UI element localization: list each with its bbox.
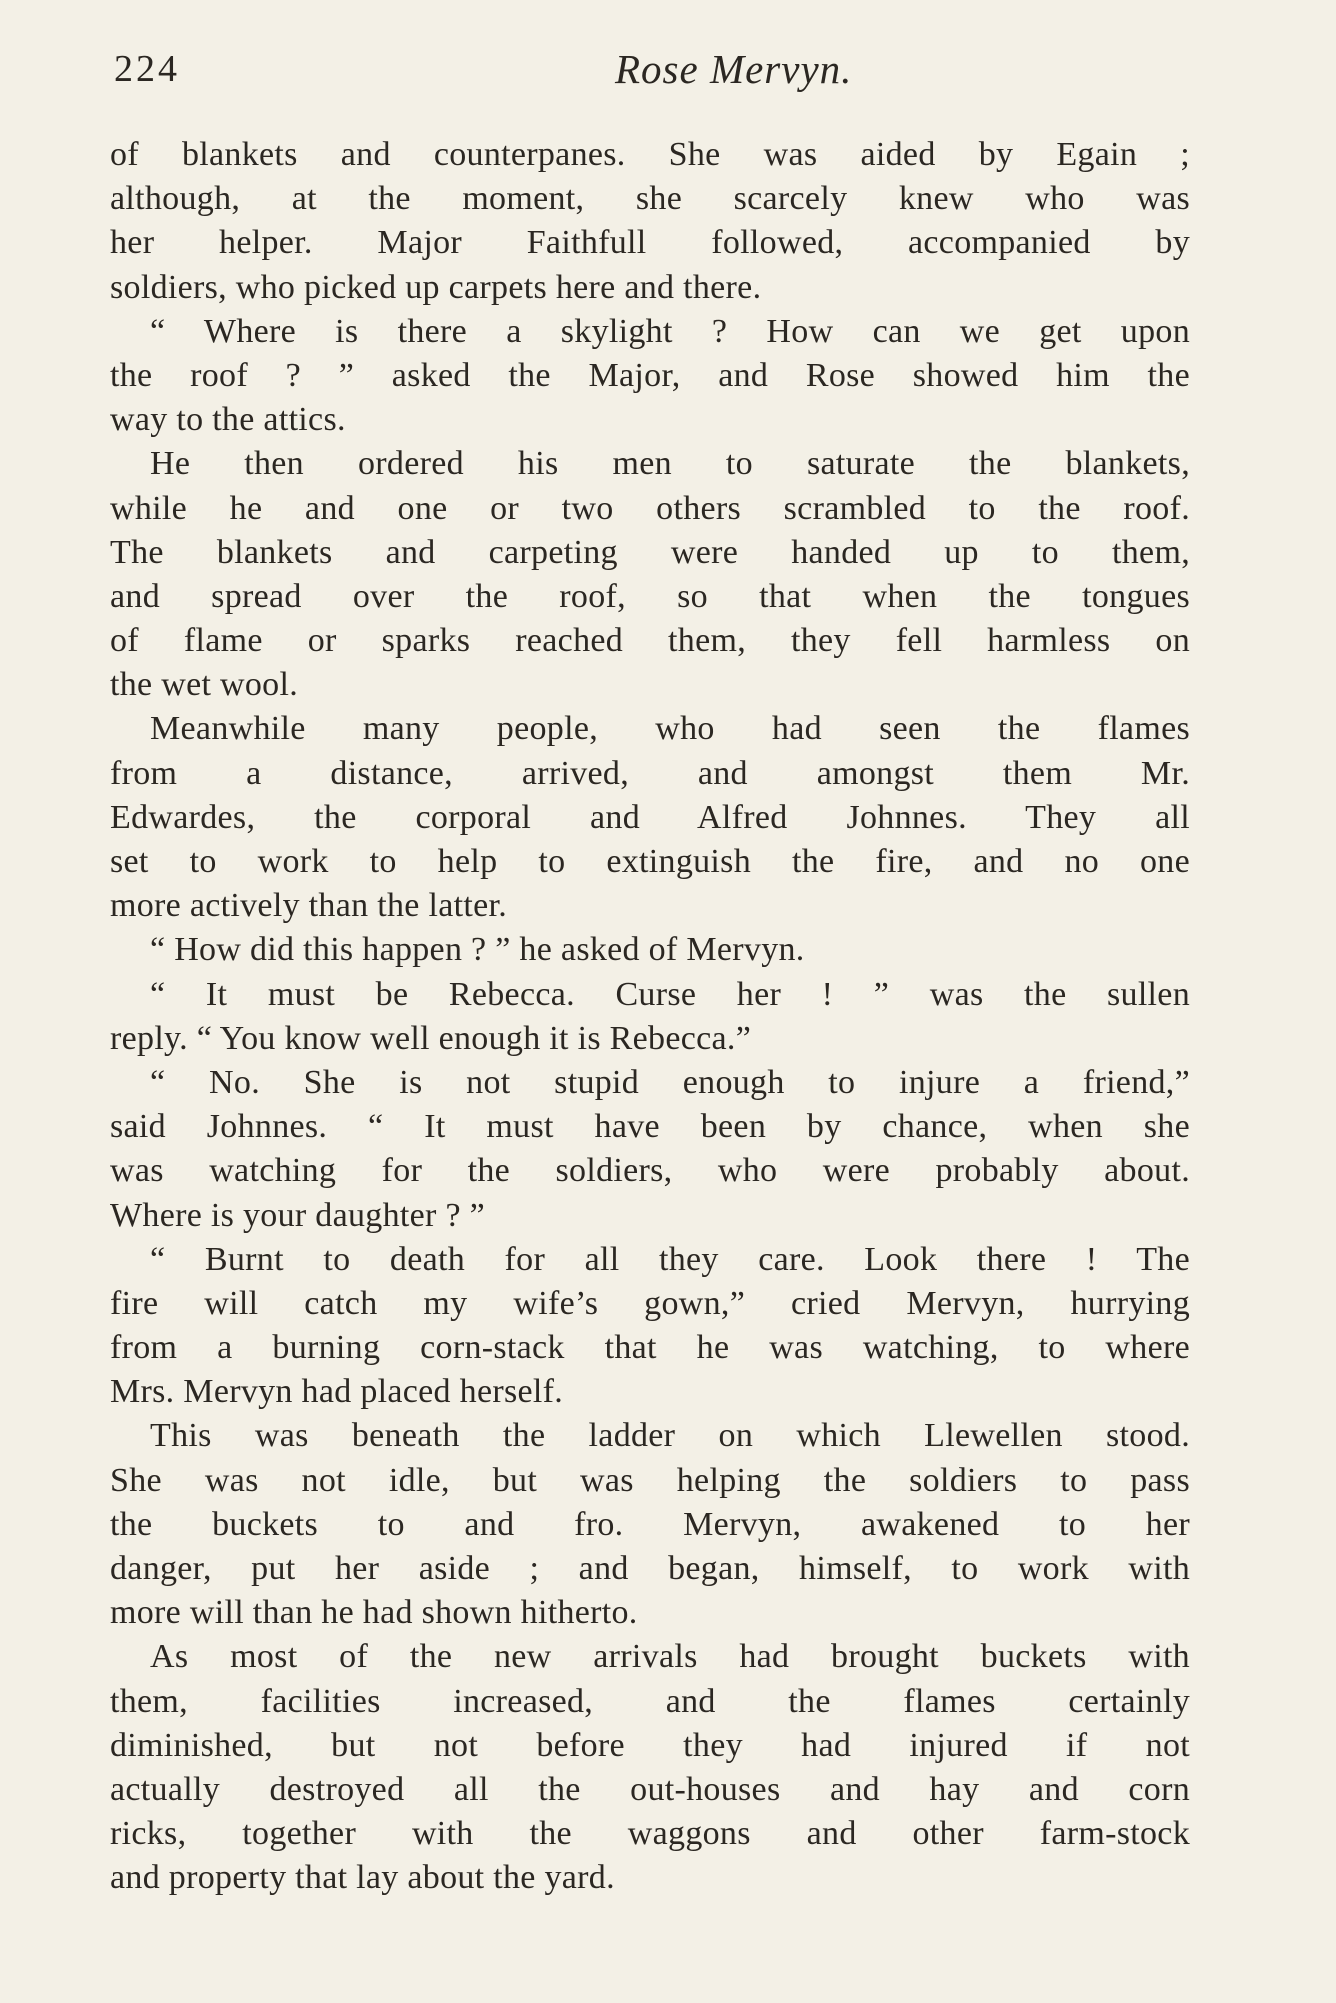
text-line: “ It must be Rebecca. Curse her ! ” was the sullen — [150, 975, 1190, 1013]
text-line: ricks, together with the waggons and other farm-stock — [110, 1815, 1190, 1853]
text-line: “ No. She is not stupid enough to injure a friend,” — [150, 1063, 1190, 1101]
body-text — [110, 133, 1190, 1901]
text-line: and spread over the roof, so that when the tongues — [110, 577, 1190, 615]
text-line: Edwardes, the corporal and Alfred Johnnes. They all — [110, 798, 1190, 836]
text-line: while he and one or two others scrambled to the roof. — [110, 489, 1190, 527]
text-line: fire will catch my wife’s gown,” cried Mervyn, hurrying — [110, 1284, 1190, 1322]
text-line: actually destroyed all the out-houses and hay and corn — [110, 1770, 1190, 1808]
text-line: “ Where is there a skylight ? How can we get upon — [150, 312, 1190, 350]
text-line: He then ordered his men to saturate the blankets, — [150, 445, 1190, 483]
text-line: from a burning corn-stack that he was watching, to where — [110, 1329, 1190, 1367]
running-title: Rose Mervyn. — [615, 46, 853, 92]
text-line: As most of the new arrivals had brought buckets with — [150, 1638, 1190, 1676]
text-line: and property that lay about the yard. — [110, 1859, 615, 1897]
text-line: the buckets to and fro. Mervyn, awakened to her — [110, 1505, 1190, 1543]
text-line: more actively than the latter. — [110, 887, 508, 925]
text-line: of blankets and counterpanes. She was aided by Egain ; — [110, 136, 1190, 173]
text-line: set to work to help to extinguish the fire, and no one — [110, 843, 1190, 880]
text-line: from a distance, arrived, and amongst them Mr. — [110, 754, 1190, 792]
text-line: soldiers, who picked up carpets here and there. — [110, 268, 762, 306]
text-line: “ Burnt to death for all they care. Look there ! The — [150, 1240, 1190, 1278]
text-line: “ How did this happen ? ” he asked of Mervyn. — [150, 931, 805, 969]
text-line: was watching for the soldiers, who were probably about. — [110, 1152, 1190, 1190]
text-line: way to the attics. — [110, 401, 346, 439]
running-head — [110, 44, 1190, 94]
text-line: The blankets and carpeting were handed up to them, — [110, 533, 1190, 571]
page-number: 224 — [114, 48, 180, 90]
text-line: more will than he had shown hitherto. — [110, 1594, 638, 1632]
text-line: reply. “ You know well enough it is Rebecca.” — [110, 1019, 752, 1057]
text-line: diminished, but not before they had injured if not — [110, 1726, 1190, 1764]
text-line: her helper. Major Faithfull followed, accompanied by — [110, 224, 1190, 262]
text-line: although, at the moment, she scarcely knew who was — [110, 180, 1190, 218]
text-line: Mrs. Mervyn had placed herself. — [110, 1373, 564, 1411]
text-line: of flame or sparks reached them, they fell harmless on — [110, 622, 1190, 660]
text-line: said Johnnes. “ It must have been by chance, when she — [110, 1108, 1190, 1146]
text-line: Where is your daughter ? ” — [110, 1196, 486, 1234]
text-line: them, facilities increased, and the flames certainly — [110, 1682, 1190, 1720]
text-line: danger, put her aside ; and began, himself, to work with — [110, 1550, 1190, 1587]
text-line: She was not idle, but was helping the soldiers to pass — [110, 1461, 1190, 1499]
text-line: This was beneath the ladder on which Llewellen stood. — [150, 1417, 1190, 1455]
text-line: Meanwhile many people, who had seen the flames — [150, 710, 1190, 748]
text-line: the wet wool. — [110, 666, 299, 704]
text-line: the roof ? ” asked the Major, and Rose showed him the — [110, 356, 1190, 394]
